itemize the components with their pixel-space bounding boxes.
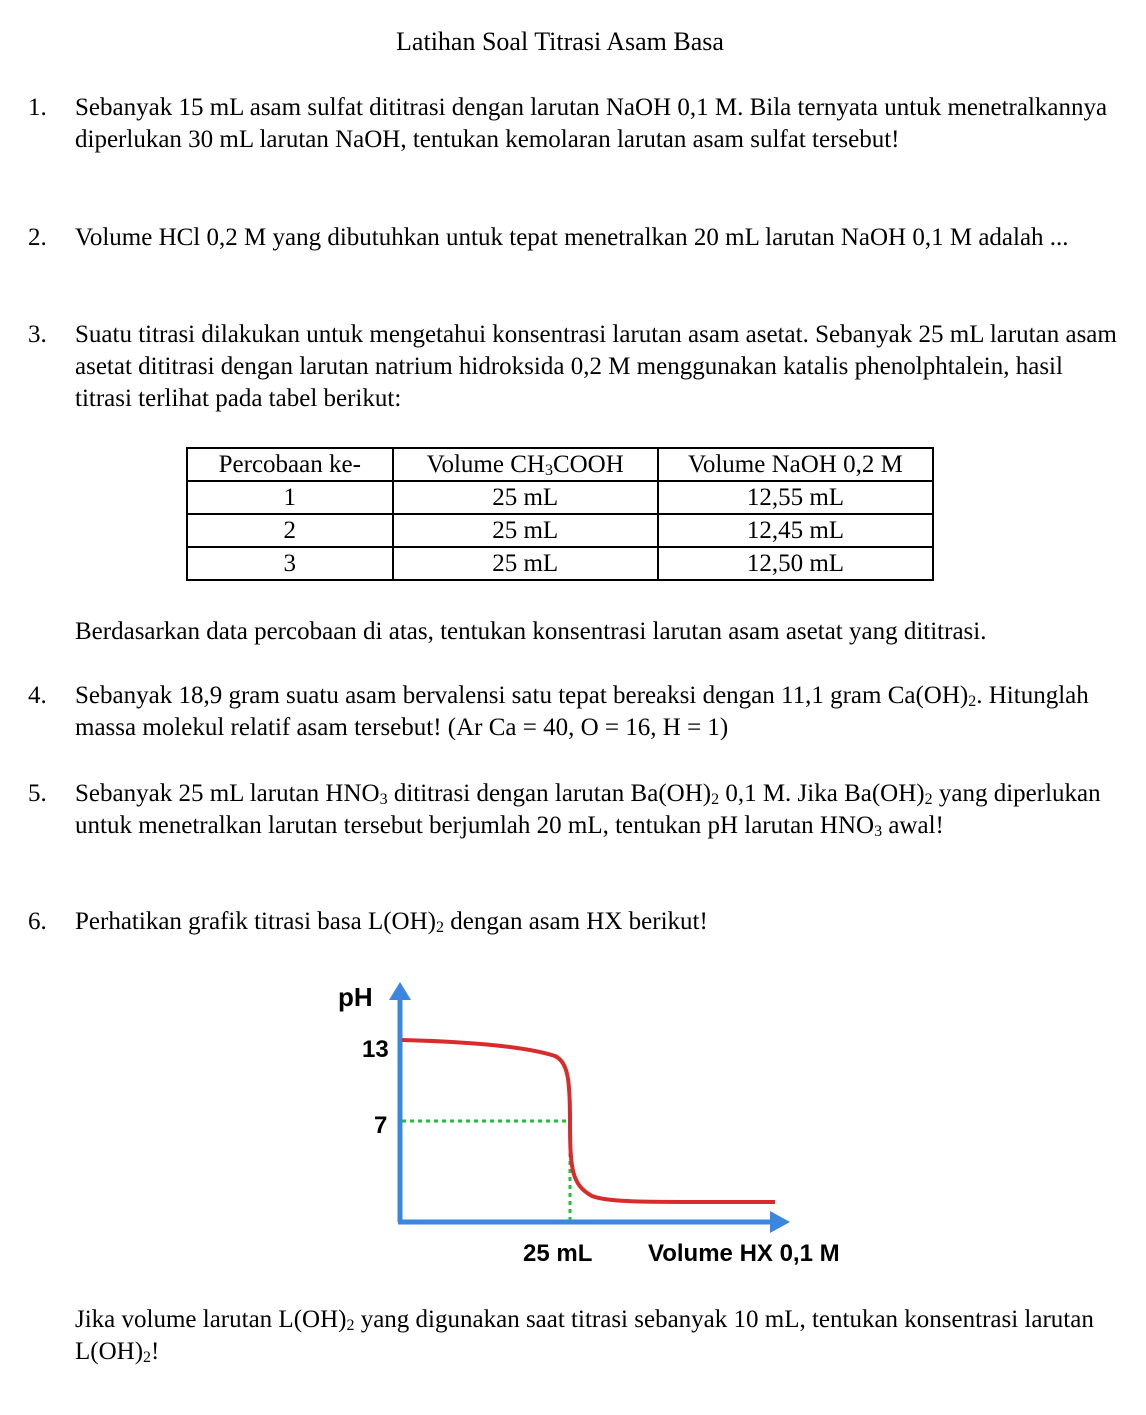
y-tick-label: 7 xyxy=(374,1112,388,1139)
question-1 xyxy=(28,92,1118,156)
x-axis-label: Volume HX 0,1 M xyxy=(648,1240,840,1267)
question-number: 4. xyxy=(28,682,47,709)
question-text: Sebanyak 25 mL larutan $HNO_3$ dititrasi dengan larutan $Ba(OH)_2$ 0,1 M. Jika $Ba(OH)_2$ yang diperlukan untuk menetralkan larutan tersebut berjumlah 20 mL, tentukan pH larutan $HNO_3$ awal! xyxy=(75,780,1101,840)
table-row xyxy=(187,481,933,514)
question-2 xyxy=(28,222,1118,254)
header-acid-volume: Volume $CH_3COOH$ xyxy=(393,448,658,481)
question-number: 2. xyxy=(28,224,47,251)
question-number: 5. xyxy=(28,780,47,807)
cell-trial: 3 xyxy=(187,547,393,580)
x-axis-arrow xyxy=(770,1211,790,1233)
titration-curve-chart xyxy=(330,970,890,1275)
titration-curve xyxy=(402,1040,775,1202)
cell-base: 12,55 mL xyxy=(658,481,933,514)
titration-table xyxy=(186,447,934,581)
table-header-row xyxy=(187,448,933,481)
question-text: Suatu titrasi dilakukan untuk mengetahui konsentrasi larutan asam asetat. Sebanyak 25 mL larutan asam asetat dititrasi dengan larutan natrium hidroksida 0,2 M menggunakan katalis phenolphtalein, hasil titrasi terlihat pada tabel berikut: xyxy=(75,321,1117,412)
table-row xyxy=(187,547,933,580)
question-text: Volume HCl 0,2 M yang dibutuhkan untuk tepat menetralkan 20 mL larutan NaOH 0,1 M adalah ... xyxy=(75,224,1069,251)
cell-acid: 25 mL xyxy=(393,481,658,514)
question-number: 6. xyxy=(28,908,47,935)
y-axis-arrow xyxy=(389,982,411,1000)
question-6 xyxy=(28,906,1118,938)
x-tick-label: 25 mL xyxy=(523,1240,593,1267)
cell-acid: 25 mL xyxy=(393,547,658,580)
y-tick-label: 13 xyxy=(362,1036,389,1063)
question-3 xyxy=(28,319,1118,415)
question-5 xyxy=(28,778,1118,842)
cell-base: 12,45 mL xyxy=(658,514,933,547)
question-3-followup: Berdasarkan data percobaan di atas, tentukan konsentrasi larutan asam asetat yang dititrasi. xyxy=(75,618,987,645)
question-text: Sebanyak 18,9 gram suatu asam bervalensi satu tepat bereaksi dengan 11,1 gram $Ca(OH)_2$. Hitunglah massa molekul relatif asam tersebut! (Ar Ca = 40, O = 16, H = 1) xyxy=(75,682,1089,741)
question-4 xyxy=(28,680,1118,744)
cell-base: 12,50 mL xyxy=(658,547,933,580)
question-text: Sebanyak 15 mL asam sulfat dititrasi dengan larutan NaOH 0,1 M. Bila ternyata untuk menetralkannya diperlukan 30 mL larutan NaOH, tentukan kemolaran larutan asam sulfat tersebut! xyxy=(75,94,1108,153)
page-title: Latihan Soal Titrasi Asam Basa xyxy=(396,27,724,56)
header-base-volume: Volume NaOH 0,2 M xyxy=(658,448,933,481)
question-6-followup: Jika volume larutan $L(OH)_2$ yang digunakan saat titrasi sebanyak 10 mL, tentukan konsentrasi larutan $L(OH)_2$! xyxy=(75,1306,1094,1366)
header-trial: Percobaan ke- xyxy=(187,448,393,481)
cell-trial: 1 xyxy=(187,481,393,514)
cell-trial: 2 xyxy=(187,514,393,547)
question-number: 1. xyxy=(28,94,47,121)
cell-acid: 25 mL xyxy=(393,514,658,547)
y-axis-label: pH xyxy=(338,982,373,1012)
table-row xyxy=(187,514,933,547)
question-text: Perhatikan grafik titrasi basa $L(OH)_2$ dengan asam HX berikut! xyxy=(75,908,708,936)
question-number: 3. xyxy=(28,321,47,348)
